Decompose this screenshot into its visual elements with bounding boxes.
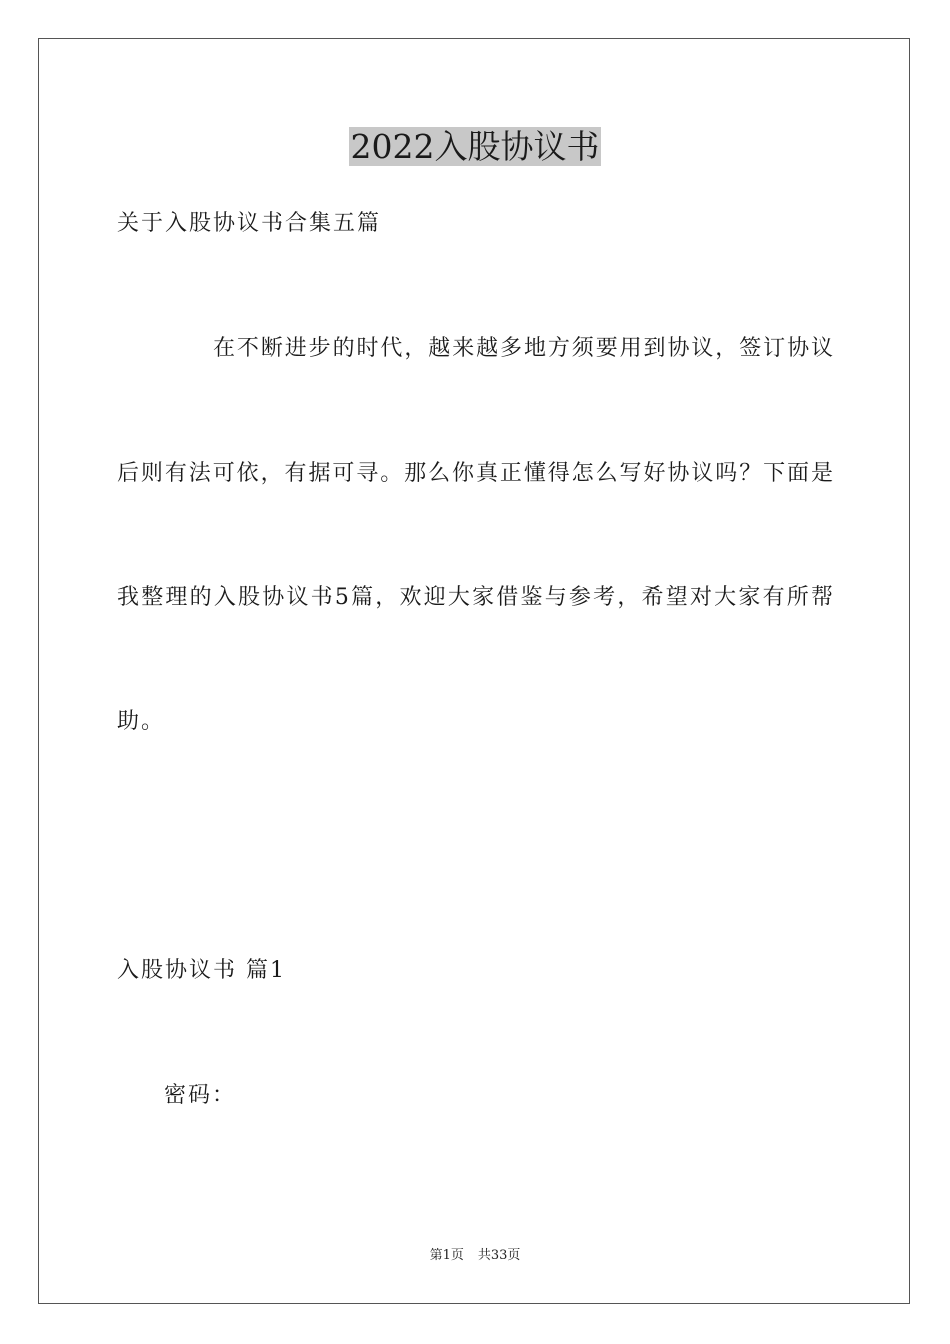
section-heading: 入股协议书 篇1 bbox=[117, 958, 286, 983]
document-title bbox=[0, 124, 950, 170]
intro-paragraph-line-1: 在不断进步的时代，越来越多地方须要用到协议，签订协议 bbox=[213, 336, 833, 361]
document-title-text: 2022入股协议书 bbox=[350, 127, 600, 166]
page-number: 第1页 bbox=[429, 1248, 464, 1263]
intro-paragraph-line-4: 助。 bbox=[117, 709, 166, 734]
page-footer bbox=[0, 1247, 950, 1265]
document-subtitle: 关于入股协议书合集五篇 bbox=[117, 211, 382, 236]
intro-paragraph-line-2: 后则有法可依，有据可寻。那么你真正懂得怎么写好协议吗？下面是 bbox=[117, 461, 833, 486]
intro-paragraph-line-3: 我整理的入股协议书5篇，欢迎大家借鉴与参考，希望对大家有所帮 bbox=[117, 585, 833, 610]
password-label: 密码： bbox=[164, 1083, 237, 1108]
page-total: 共33页 bbox=[477, 1248, 521, 1263]
